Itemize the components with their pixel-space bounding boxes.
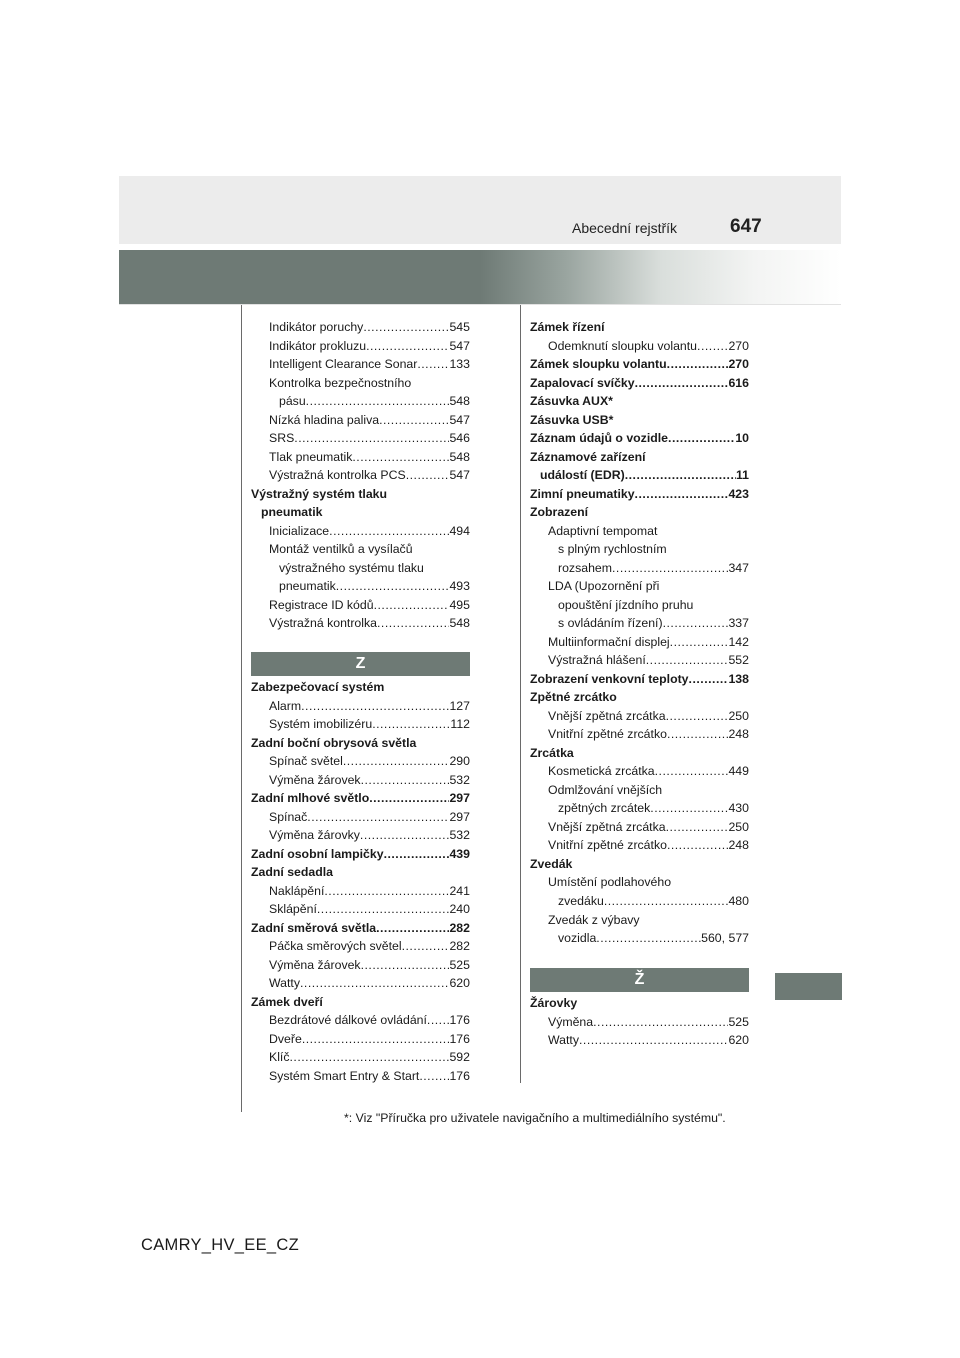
dot-leader <box>668 429 735 448</box>
index-entry <box>530 411 749 430</box>
entry-term: výstražného systému tlaku <box>279 560 424 575</box>
index-entry <box>251 882 470 901</box>
entry-page: 248 <box>728 838 749 853</box>
index-entry <box>530 392 749 411</box>
entry-term: pneumatik <box>261 505 323 520</box>
entry-term: rozsahem <box>558 560 612 575</box>
index-entry <box>530 522 749 541</box>
entry-term: Vnitřní zpětné zrcátko <box>548 727 667 742</box>
entry-page: 620 <box>728 1033 749 1048</box>
index-entry <box>251 715 470 734</box>
entry-term: Odemknutí sloupku volantu <box>548 338 698 353</box>
dot-leader <box>604 892 729 911</box>
entry-page: 480 <box>728 893 749 908</box>
dot-leader <box>579 1031 728 1050</box>
entry-page: 297 <box>449 791 470 806</box>
header-title: Abecední rejstřík <box>572 220 678 236</box>
dot-leader <box>427 1011 450 1030</box>
index-entry <box>251 392 470 411</box>
index-entry <box>530 1031 749 1050</box>
entry-term: Zásuvka USB* <box>530 412 614 427</box>
entry-term: Zámek řízení <box>530 320 605 334</box>
entry-page: 282 <box>449 920 470 935</box>
entry-page: 548 <box>449 394 470 409</box>
dot-leader <box>374 596 450 615</box>
header-gradient-bar <box>119 250 841 304</box>
section-side-tab <box>775 973 842 1000</box>
dot-leader <box>336 577 450 596</box>
entry-term: s plným rychlostním <box>558 542 667 557</box>
dot-leader <box>361 956 450 975</box>
entry-term: Indikátor poruchy <box>269 320 364 334</box>
index-entry <box>251 540 470 559</box>
right-column-entries-bottom <box>530 994 749 1050</box>
index-entry <box>530 559 749 578</box>
entry-page: 347 <box>728 560 749 575</box>
entry-term: Odmlžování vnějších <box>548 782 663 797</box>
index-entry <box>251 355 470 374</box>
index-entry <box>530 596 749 615</box>
dot-leader <box>593 1013 728 1032</box>
entry-term: Zpětné zrcátko <box>530 690 617 705</box>
dot-leader <box>307 808 449 827</box>
left-column-entries-top <box>251 318 470 633</box>
dot-leader <box>667 725 729 744</box>
dot-leader <box>361 771 450 790</box>
index-entry <box>530 855 749 874</box>
entry-term: Zásuvka AUX* <box>530 394 613 409</box>
entry-term: pásu <box>279 394 306 409</box>
entry-page: 525 <box>449 957 470 972</box>
index-entry <box>530 485 749 504</box>
entry-term: Inicializace <box>269 523 330 538</box>
entry-term: Registrace ID kódů <box>269 597 374 612</box>
dot-leader <box>363 318 449 337</box>
document-id: CAMRY_HV_EE_CZ <box>141 1236 299 1254</box>
dot-leader <box>625 466 736 485</box>
entry-term: Zobrazení <box>530 505 589 520</box>
dot-leader <box>663 614 729 633</box>
entry-term: Zadní boční obrysová světla <box>251 735 417 750</box>
entry-page: 142 <box>728 634 749 649</box>
entry-term: Adaptivní tempomat <box>548 523 658 538</box>
index-entry <box>251 614 470 633</box>
entry-page: 250 <box>728 708 749 723</box>
dot-leader <box>406 466 450 485</box>
entry-page: 525 <box>728 1014 749 1029</box>
entry-term: Kontrolka bezpečnostního <box>269 375 412 390</box>
entry-page: 127 <box>449 698 470 713</box>
dot-leader <box>596 929 701 948</box>
index-entry <box>530 448 749 467</box>
dot-leader <box>650 799 728 818</box>
index-entry <box>530 994 749 1013</box>
index-entry <box>251 808 470 827</box>
dot-leader <box>667 836 729 855</box>
entry-term: Páčka směrových světel <box>269 939 402 954</box>
right-column-entries-top <box>530 318 749 948</box>
entry-page: 423 <box>728 486 749 501</box>
dot-leader <box>301 697 449 716</box>
entry-page: 282 <box>449 939 470 954</box>
dot-leader <box>372 715 450 734</box>
entry-page: 241 <box>449 883 470 898</box>
dot-leader <box>369 789 449 808</box>
entry-page: 176 <box>449 1068 470 1083</box>
entry-term: zvedáku <box>558 893 604 908</box>
index-entry <box>530 670 749 689</box>
dot-leader <box>655 762 729 781</box>
entry-page: 430 <box>728 801 749 816</box>
index-entry <box>251 734 470 753</box>
entry-term: Vnitřní zpětné zrcátko <box>548 838 667 853</box>
index-entry <box>251 429 470 448</box>
entry-term: Výměna žárovek <box>269 772 361 787</box>
index-entry <box>251 448 470 467</box>
entry-term: pneumatik <box>279 579 336 594</box>
entry-term: zpětných zrcátek <box>558 801 651 816</box>
index-entry <box>251 845 470 864</box>
entry-page: 176 <box>449 1031 470 1046</box>
entry-page: 620 <box>449 976 470 991</box>
index-entry <box>251 789 470 808</box>
dot-leader <box>343 752 450 771</box>
entry-term: Systém Smart Entry & Start <box>269 1068 420 1083</box>
index-entry <box>530 707 749 726</box>
entry-page: 592 <box>449 1050 470 1065</box>
entry-term: Zámek dveří <box>251 994 323 1009</box>
entry-term: Výměna žárovek <box>269 957 361 972</box>
entry-page: 616 <box>728 375 749 390</box>
index-entry <box>251 697 470 716</box>
entry-term: Výstražná hlášení <box>548 653 646 668</box>
entry-page: 297 <box>449 809 470 824</box>
entry-term: s ovládáním řízení) <box>558 616 663 631</box>
index-entry <box>251 318 470 337</box>
entry-term: Zvedák <box>530 856 573 871</box>
dot-leader <box>666 707 729 726</box>
entry-term: vozidla <box>558 931 597 946</box>
dot-leader <box>670 633 729 652</box>
entry-term: Výstražná kontrolka PCS <box>269 468 406 483</box>
dot-leader <box>300 974 449 993</box>
section-header-z: Z <box>251 652 470 676</box>
entry-page: 240 <box>449 902 470 917</box>
index-entry <box>251 411 470 430</box>
index-entry <box>251 374 470 393</box>
entry-term: Indikátor prokluzu <box>269 338 367 353</box>
entry-page: 547 <box>449 412 470 427</box>
section-header-zh: Ž <box>530 968 749 992</box>
entry-term: Zámek sloupku volantu <box>530 357 667 372</box>
index-entry <box>251 466 470 485</box>
index-entry <box>530 318 749 337</box>
dot-leader <box>419 1067 449 1086</box>
index-entry <box>530 651 749 670</box>
entry-page: 532 <box>449 772 470 787</box>
entry-term: SRS <box>269 431 295 446</box>
entry-term: Bezdrátové dálkové ovládání <box>269 1013 427 1028</box>
header-divider <box>119 304 841 305</box>
entry-page: 493 <box>449 579 470 594</box>
index-entry <box>251 596 470 615</box>
entry-page: 552 <box>728 653 749 668</box>
index-entry <box>530 688 749 707</box>
index-entry <box>251 900 470 919</box>
index-entry <box>251 485 470 504</box>
footnote: *: Viz "Příručka pro uživatele navigačního a multimediálního systému". <box>344 1111 726 1125</box>
dot-leader <box>379 411 449 430</box>
index-entry <box>530 781 749 800</box>
entry-term: Zimní pneumatiky <box>530 486 635 501</box>
entry-page: 548 <box>449 449 470 464</box>
index-entry <box>251 771 470 790</box>
dot-leader <box>689 670 729 689</box>
entry-page: 548 <box>449 616 470 631</box>
index-entry <box>251 1011 470 1030</box>
entry-term: Výměna žárovky <box>269 828 360 843</box>
entry-term: Zabezpečovací systém <box>251 680 385 694</box>
dot-leader <box>376 919 449 938</box>
entry-page: 10 <box>735 431 749 446</box>
entry-page: 560, 577 <box>701 931 749 946</box>
entry-term: Kosmetická zrcátka <box>548 764 655 779</box>
index-entry <box>530 614 749 633</box>
index-entry <box>530 873 749 892</box>
dot-leader <box>417 355 449 374</box>
index-entry <box>530 355 749 374</box>
dot-leader <box>635 485 729 504</box>
column-divider <box>520 305 521 1083</box>
dot-leader <box>290 1048 450 1067</box>
index-entry <box>251 752 470 771</box>
entry-page: 337 <box>728 616 749 631</box>
entry-term: Zadní sedadla <box>251 865 334 880</box>
index-entry <box>251 1048 470 1067</box>
entry-page: 250 <box>728 819 749 834</box>
index-entry <box>251 826 470 845</box>
entry-page: 439 <box>449 846 470 861</box>
index-entry <box>530 818 749 837</box>
index-entry <box>530 892 749 911</box>
entry-term: Záznam údajů o vozidle <box>530 431 669 446</box>
entry-term: Spínač světel <box>269 754 343 769</box>
entry-term: Výstražná kontrolka <box>269 616 377 631</box>
entry-page: 532 <box>449 828 470 843</box>
entry-page: 248 <box>728 727 749 742</box>
entry-term: Zrcátka <box>530 745 574 760</box>
entry-page: 270 <box>728 357 749 372</box>
index-entry <box>530 577 749 596</box>
entry-term: Systém imobilizéru <box>269 717 373 732</box>
dot-leader <box>646 651 729 670</box>
dot-leader <box>352 448 449 467</box>
dot-leader <box>635 374 729 393</box>
index-entry <box>251 503 470 522</box>
entry-page: 545 <box>449 320 470 334</box>
entry-term: Výměna <box>548 1014 594 1029</box>
index-entry <box>251 956 470 975</box>
index-entry <box>530 466 749 485</box>
dot-leader <box>667 355 729 374</box>
index-entry <box>530 836 749 855</box>
entry-page: 495 <box>449 597 470 612</box>
dot-leader <box>384 845 450 864</box>
index-entry <box>251 993 470 1012</box>
left-margin-rule <box>241 305 242 1112</box>
index-entry <box>530 1013 749 1032</box>
dot-leader <box>697 337 728 356</box>
entry-term: Výstražný systém tlaku <box>251 486 388 501</box>
index-entry <box>251 937 470 956</box>
page-number: 647 <box>730 216 762 237</box>
dot-leader <box>306 392 450 411</box>
dot-leader <box>366 337 449 356</box>
index-entry <box>251 522 470 541</box>
entry-term: Zadní mlhové světlo <box>251 791 370 806</box>
entry-page: 290 <box>449 754 470 769</box>
index-entry <box>530 633 749 652</box>
dot-leader <box>302 1030 450 1049</box>
entry-term: událostí (EDR) <box>540 468 625 483</box>
dot-leader <box>666 818 729 837</box>
dot-leader <box>294 429 449 448</box>
entry-term: opouštění jízdního pruhu <box>558 597 694 612</box>
index-entry <box>530 911 749 930</box>
index-entry <box>530 429 749 448</box>
index-entry <box>251 974 470 993</box>
entry-term: Nízká hladina paliva <box>269 412 380 427</box>
index-entry <box>530 540 749 559</box>
dot-leader <box>612 559 728 578</box>
entry-page: 138 <box>728 671 749 686</box>
index-entry <box>251 337 470 356</box>
entry-page: 133 <box>449 357 470 372</box>
entry-term: Intelligent Clearance Sonar <box>269 357 418 372</box>
index-entry <box>530 374 749 393</box>
index-entry <box>251 577 470 596</box>
entry-term: Zadní směrová světla <box>251 920 377 935</box>
entry-term: Žárovky <box>530 996 578 1010</box>
index-entry <box>251 863 470 882</box>
entry-term: Záznamové zařízení <box>530 449 646 464</box>
entry-term: Vnější zpětná zrcátka <box>548 708 666 723</box>
index-entry <box>251 1067 470 1086</box>
index-entry <box>251 559 470 578</box>
entry-term: Naklápění <box>269 883 325 898</box>
index-entry <box>530 929 749 948</box>
dot-leader <box>317 900 450 919</box>
entry-term: Zobrazení venkovní teploty <box>530 671 689 686</box>
index-entry <box>530 503 749 522</box>
entry-page: 494 <box>449 523 470 538</box>
entry-term: Zadní osobní lampičky <box>251 846 384 861</box>
index-entry <box>530 337 749 356</box>
entry-page: 546 <box>449 431 470 446</box>
entry-term: Vnější zpětná zrcátka <box>548 819 666 834</box>
dot-leader <box>360 826 450 845</box>
entry-term: Sklápění <box>269 902 317 917</box>
entry-page: 112 <box>450 717 470 732</box>
entry-term: Umístění podlahového <box>548 875 672 890</box>
index-entry <box>530 799 749 818</box>
entry-page: 547 <box>449 468 470 483</box>
index-entry <box>530 762 749 781</box>
entry-term: LDA (Upozornění při <box>548 579 660 594</box>
entry-term: Dveře <box>269 1031 302 1046</box>
entry-page: 270 <box>728 338 749 353</box>
entry-term: Multiinformační displej <box>548 634 670 649</box>
index-entry <box>530 725 749 744</box>
entry-term: Tlak pneumatik <box>269 449 353 464</box>
left-column-entries-bottom <box>251 678 470 1085</box>
entry-term: Zvedák z výbavy <box>548 912 640 927</box>
entry-term: Watty <box>548 1033 579 1048</box>
dot-leader <box>377 614 449 633</box>
dot-leader <box>329 522 449 541</box>
entry-page: 449 <box>728 764 749 779</box>
entry-page: 176 <box>449 1013 470 1028</box>
index-entry <box>530 744 749 763</box>
index-entry <box>251 678 470 697</box>
index-entry <box>251 1030 470 1049</box>
index-entry <box>251 919 470 938</box>
entry-term: Montáž ventilků a vysílačů <box>269 542 413 557</box>
entry-page: 547 <box>449 338 470 353</box>
entry-term: Klíč <box>269 1050 290 1065</box>
dot-leader <box>402 937 450 956</box>
entry-term: Alarm <box>269 698 302 713</box>
entry-term: Zapalovací svíčky <box>530 375 635 390</box>
dot-leader <box>324 882 449 901</box>
entry-term: Watty <box>269 976 300 991</box>
entry-term: Spínač <box>269 809 308 824</box>
entry-page: 11 <box>736 468 749 483</box>
